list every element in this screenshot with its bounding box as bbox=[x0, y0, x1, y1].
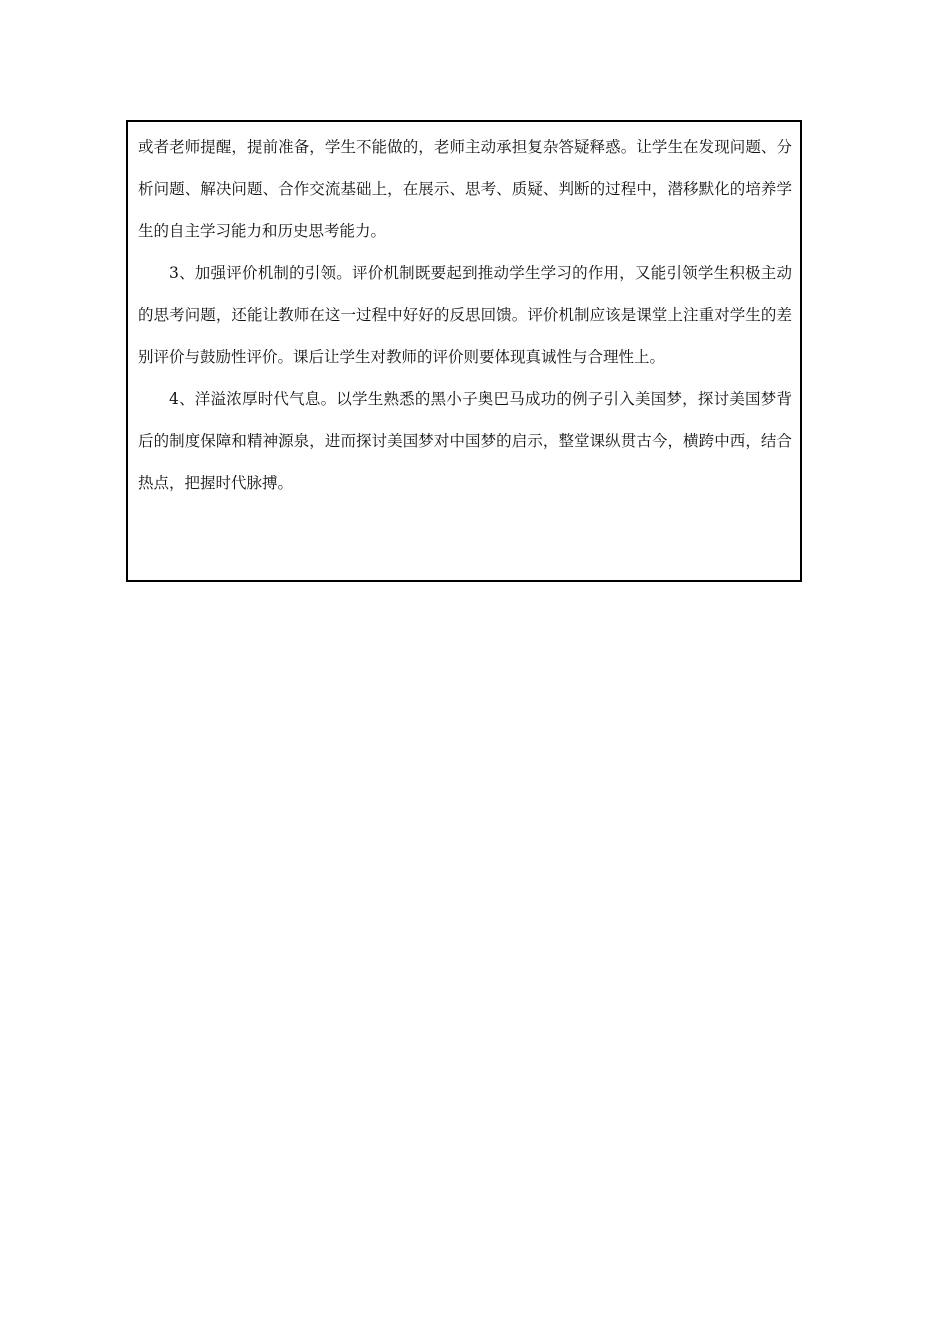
paragraph-evaluation: 3、加强评价机制的引领。评价机制既要起到推动学生学习的作用，又能引领学生积极主动的思考问题，还能让教师在这一过程中好好的反思回馈。评价机制应该是课堂上注重对学生的差别评价与鼓励性评价。课后让学生对教师的评价则要体现真诚性与合理性上。 bbox=[138, 264, 792, 366]
content-box bbox=[126, 120, 802, 582]
paragraph-continuation: 或者老师提醒，提前准备，学生不能做的，老师主动承担复杂答疑释惑。让学生在发现问题、分析问题、解决问题、合作交流基础上，在展示、思考、质疑、判断的过程中，潜移默化的培养学生的自主学习能力和历史思考能力。 bbox=[138, 138, 792, 240]
paragraph-era: 4、洋溢浓厚时代气息。以学生熟悉的黑小子奥巴马成功的例子引入美国梦，探讨美国梦背后的制度保障和精神源泉，进而探讨美国梦对中国梦的启示，整堂课纵贯古今，横跨中西，结合热点，把握时代脉搏。 bbox=[138, 390, 792, 492]
